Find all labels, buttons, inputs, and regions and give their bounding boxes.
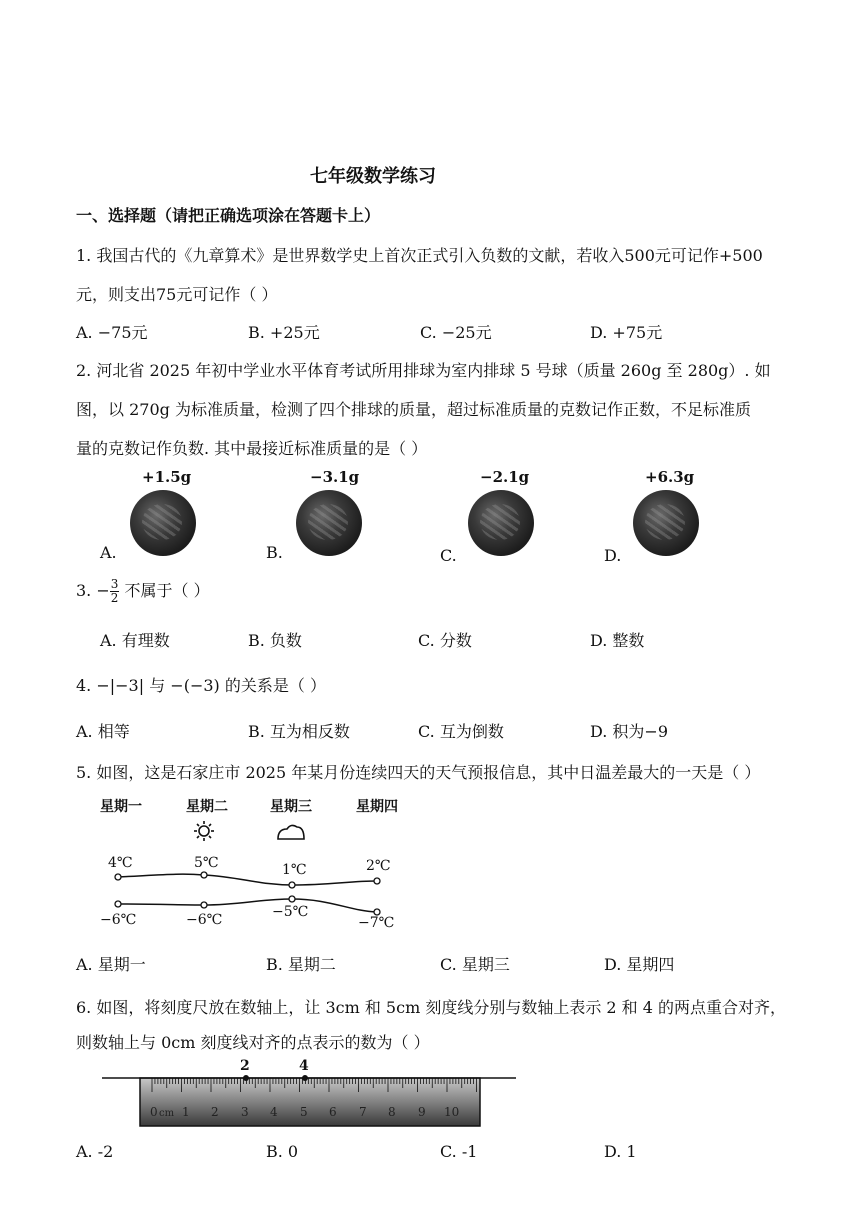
q4-option-c[interactable]: C. 互为倒数 bbox=[418, 722, 504, 741]
low-point-wednesday bbox=[289, 896, 295, 902]
q1-option-d[interactable]: D. +75元 bbox=[590, 323, 663, 342]
q1-text-line2: 元，则支出75元可记作（ ） bbox=[76, 285, 278, 304]
day-wednesday: 星期三 bbox=[270, 799, 312, 815]
ball-b-label: −3.1g bbox=[310, 468, 360, 486]
q3-option-a[interactable]: A. 有理数 bbox=[100, 631, 170, 650]
q2-text-line2: 图，以 270g 为标准质量，检测了四个排球的质量，超过标准质量的克数记作正数，不足标准质 bbox=[76, 400, 751, 419]
q5-option-c[interactable]: C. 星期三 bbox=[440, 955, 510, 974]
low-point-monday bbox=[115, 901, 121, 907]
ball-a-letter[interactable]: A. bbox=[100, 543, 117, 562]
ruler-number-10: 10 bbox=[444, 1105, 460, 1119]
axis-label-4: 4 bbox=[299, 1058, 309, 1074]
ruler-number-8: 8 bbox=[388, 1105, 396, 1119]
ball-d-letter[interactable]: D. bbox=[604, 546, 622, 565]
ruler-figure bbox=[100, 1070, 520, 1130]
low-temperature-line bbox=[118, 899, 377, 912]
q2-text-line1: 2. 河北省 2025 年初中学业水平体育考试所用排球为室内排球 5 号球（质量 260g 至 280g）. 如 bbox=[76, 361, 771, 380]
q3-fraction-numerator: 3 bbox=[110, 577, 119, 591]
ball-b-letter[interactable]: B. bbox=[266, 543, 283, 562]
ruler-number-2: 2 bbox=[211, 1105, 219, 1119]
high-point-tuesday bbox=[201, 872, 207, 878]
q4-option-a[interactable]: A. 相等 bbox=[76, 722, 130, 741]
day-thursday: 星期四 bbox=[356, 799, 398, 815]
q6-text-line2: 则数轴上与 0cm 刻度线对齐的点表示的数为（ ） bbox=[76, 1033, 430, 1052]
axis-label-2: 2 bbox=[240, 1058, 250, 1074]
q3-prefix: 3. − bbox=[76, 581, 110, 600]
q4-text: 4. −|−3| 与 −(−3) 的关系是（ ） bbox=[76, 676, 326, 695]
ruler-body bbox=[140, 1078, 480, 1126]
ruler-number-1: 1 bbox=[182, 1105, 190, 1119]
high-point-monday bbox=[115, 874, 121, 880]
q6-option-a[interactable]: A. -2 bbox=[76, 1142, 114, 1161]
axis-point-4 bbox=[302, 1075, 308, 1081]
q5-option-a[interactable]: A. 星期一 bbox=[76, 955, 146, 974]
q2-text-line3: 量的克数记作负数. 其中最接近标准质量的是（ ） bbox=[76, 439, 428, 458]
low-wednesday: −5℃ bbox=[272, 904, 309, 920]
low-tuesday: −6℃ bbox=[186, 912, 223, 928]
q3-option-c[interactable]: C. 分数 bbox=[418, 631, 472, 650]
volleyball-b-image bbox=[296, 490, 362, 556]
day-tuesday: 星期二 bbox=[186, 799, 228, 815]
volleyball-a-image bbox=[130, 490, 196, 556]
q3-option-b[interactable]: B. 负数 bbox=[248, 631, 302, 650]
cloud-icon bbox=[278, 825, 304, 839]
q5-option-d[interactable]: D. 星期四 bbox=[604, 955, 675, 974]
q6-option-c[interactable]: C. -1 bbox=[440, 1142, 478, 1161]
page-title: 七年级数学练习 bbox=[310, 166, 436, 187]
high-monday: 4℃ bbox=[108, 855, 133, 871]
q1-option-c[interactable]: C. −25元 bbox=[420, 323, 492, 342]
volleyball-d-image bbox=[633, 490, 699, 556]
ruler-unit: cm bbox=[159, 1108, 175, 1119]
q4-option-d[interactable]: D. 积为−9 bbox=[590, 722, 669, 741]
q6-option-b[interactable]: B. 0 bbox=[266, 1142, 299, 1161]
low-thursday: −7℃ bbox=[358, 915, 395, 931]
sun-icon bbox=[194, 821, 214, 841]
ruler-number-6: 6 bbox=[329, 1105, 337, 1119]
q3-fraction bbox=[110, 578, 120, 605]
q5-option-b[interactable]: B. 星期二 bbox=[266, 955, 336, 974]
section-heading: 一、选择题（请把正确选项涂在答题卡上） bbox=[76, 206, 381, 225]
volleyball-c-image bbox=[468, 490, 534, 556]
q4-option-b[interactable]: B. 互为相反数 bbox=[248, 722, 350, 741]
ruler-number-7: 7 bbox=[359, 1105, 367, 1119]
ball-c-letter[interactable]: C. bbox=[440, 546, 457, 565]
ruler-number-0: 0 bbox=[150, 1105, 158, 1119]
ruler-number-9: 9 bbox=[418, 1105, 426, 1119]
q5-text: 5. 如图，这是石家庄市 2025 年某月份连续四天的天气预报信息，其中日温差最大的一天是（ ） bbox=[76, 763, 761, 782]
ruler-number-5: 5 bbox=[300, 1105, 308, 1119]
ruler-number-3: 3 bbox=[241, 1105, 249, 1119]
low-point-tuesday bbox=[201, 902, 207, 908]
high-thursday: 2℃ bbox=[366, 858, 391, 874]
axis-point-2 bbox=[243, 1075, 249, 1081]
ball-d-label: +6.3g bbox=[645, 468, 695, 486]
q3-text bbox=[76, 578, 210, 605]
q1-option-b[interactable]: B. +25元 bbox=[248, 323, 320, 342]
day-monday: 星期一 bbox=[100, 799, 142, 815]
q3-option-d[interactable]: D. 整数 bbox=[590, 631, 645, 650]
q6-text-line1: 6. 如图，将刻度尺放在数轴上，让 3cm 和 5cm 刻度线分别与数轴上表示 2 和 4 的两点重合对齐， bbox=[76, 998, 787, 1017]
q6-option-d[interactable]: D. 1 bbox=[604, 1142, 637, 1161]
high-wednesday: 1℃ bbox=[282, 862, 307, 878]
high-temperature-line bbox=[118, 874, 377, 885]
ruler-number-4: 4 bbox=[270, 1105, 278, 1119]
q3-fraction-denominator: 2 bbox=[110, 591, 119, 605]
q3-suffix: 不属于（ ） bbox=[124, 581, 210, 600]
q1-text-line1: 1. 我国古代的《九章算术》是世界数学史上首次正式引入负数的文献，若收入500元可记作+500 bbox=[76, 246, 763, 265]
q1-option-a[interactable]: A. −75元 bbox=[76, 323, 148, 342]
ball-c-label: −2.1g bbox=[480, 468, 530, 486]
high-tuesday: 5℃ bbox=[194, 855, 219, 871]
ball-a-label: +1.5g bbox=[142, 468, 192, 486]
high-point-thursday bbox=[374, 878, 380, 884]
high-point-wednesday bbox=[289, 882, 295, 888]
low-monday: −6℃ bbox=[100, 912, 137, 928]
